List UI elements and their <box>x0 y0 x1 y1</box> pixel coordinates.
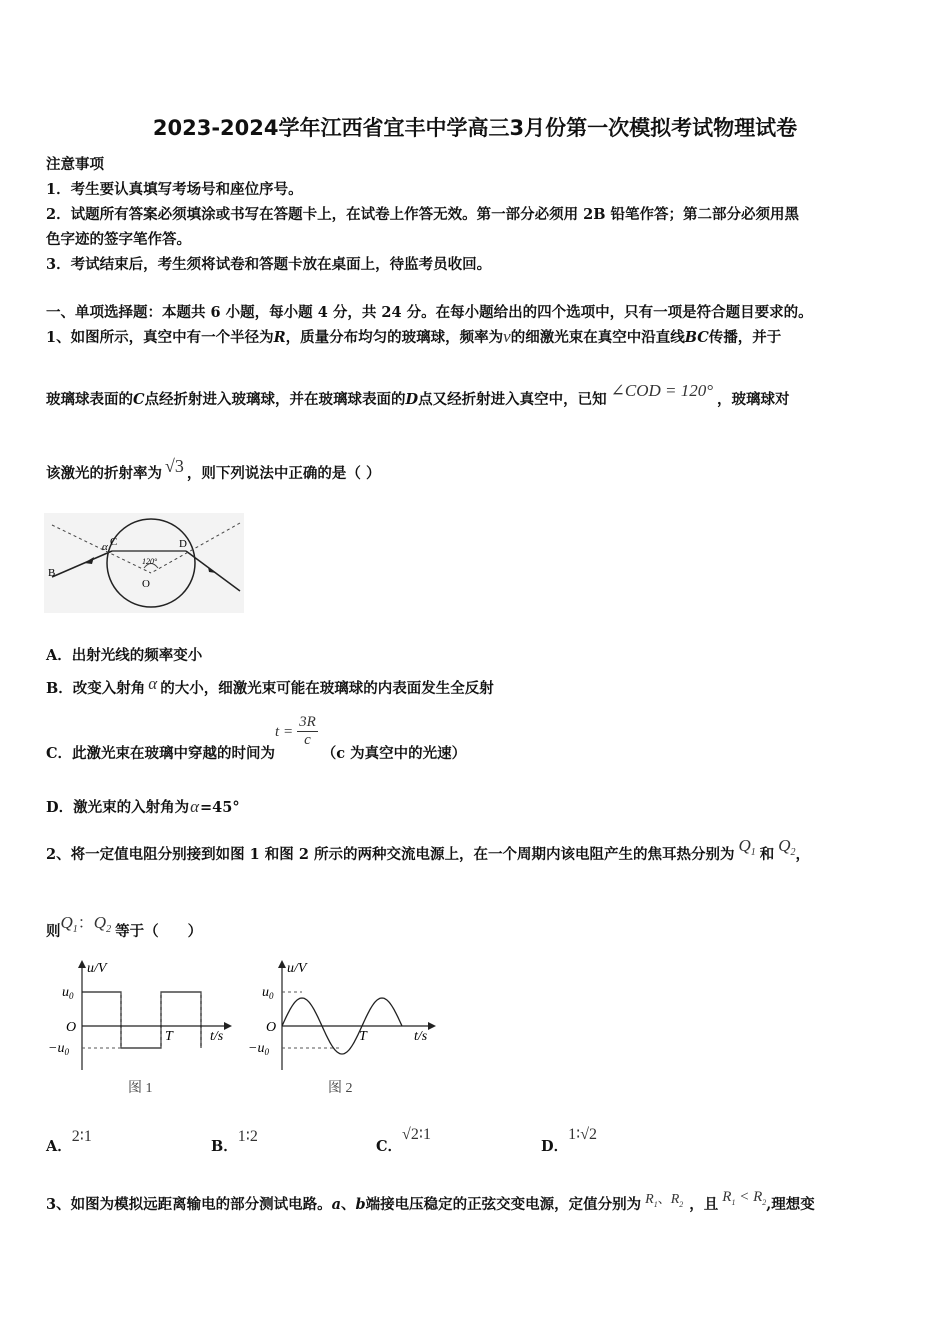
r-subscript: 1 <box>731 1198 736 1207</box>
option-value: 1∶√2 <box>568 1126 598 1143</box>
r-subscript: 1 <box>653 1200 658 1209</box>
q1-option-c-text: C．此激光束在玻璃中穿越的时间为 <box>46 744 276 762</box>
q2-ratio-q1 <box>60 913 78 935</box>
section-heading: 一、单项选择题：本题共 6 小题，每小题 4 分，共 24 分。在每小题给出的四个选项中，只有一项是符合题目要求的。 <box>46 304 813 321</box>
q2-q1 <box>738 836 756 858</box>
q3-text: 3、如图为模拟远距离输电的部分测试电路。 <box>46 1196 332 1213</box>
q1-option-b <box>46 674 494 698</box>
q1-var-C: C <box>133 391 145 408</box>
q3-var-b: b <box>355 1196 366 1213</box>
u0-label <box>62 985 74 1001</box>
q3-text: 端接电压稳定的正弦交变电源，定值分别为 <box>365 1196 642 1213</box>
q-subscript: 2 <box>790 847 796 858</box>
neg-u0-label <box>48 1041 69 1057</box>
q2-line1 <box>46 836 811 866</box>
q2-comma: ， <box>795 846 811 863</box>
fraction-numerator: 3R <box>299 714 316 730</box>
q2-text: 等于（ ） <box>115 923 203 940</box>
q2-text: 则 <box>46 923 61 940</box>
figure-caption: 图 2 <box>328 1081 353 1096</box>
r-subscript: 2 <box>762 1198 767 1207</box>
y-label: u/V <box>287 961 307 976</box>
q3-line1 <box>46 1189 815 1215</box>
q1-var-R: R <box>273 329 286 346</box>
q2-ratio-q2 <box>93 913 112 935</box>
r-symbol: R <box>722 1189 732 1205</box>
x-axis-arrow <box>428 1022 436 1030</box>
q1-angle-cod: ∠COD = 120° <box>610 381 714 400</box>
q3-r-sep: 、 <box>657 1191 671 1206</box>
r-symbol: R <box>645 1192 654 1207</box>
q1-option-d-alpha: α <box>190 797 200 816</box>
r-symbol: R <box>753 1189 763 1205</box>
neg-u0-symbol: −u <box>248 1041 265 1056</box>
q1-figure <box>44 513 244 613</box>
notes-item-2-cont: 色字迹的签字笔作答。 <box>46 231 191 248</box>
u0-subscript: 0 <box>69 991 74 1001</box>
q1-text: 玻璃球表面的 <box>46 391 133 408</box>
fraction-denominator: c <box>304 732 311 748</box>
label-alpha: α <box>102 541 108 553</box>
neg-u0-subscript: 0 <box>64 1047 69 1057</box>
q2-figure-2 <box>244 958 444 1103</box>
q2-option-d <box>541 1126 598 1155</box>
q-subscript: 1 <box>750 847 756 858</box>
q1-text: 传播，并于 <box>708 329 782 346</box>
option-label: C． <box>376 1138 403 1155</box>
q1-option-c-fraction <box>297 714 318 749</box>
figure-caption: 图 1 <box>128 1081 153 1096</box>
q3-text: ，且 <box>689 1196 719 1213</box>
q1-option-d-text: =45° <box>200 799 240 816</box>
u0-symbol: u <box>262 985 269 1000</box>
notes-item-3: 3．考试结束后，考生须将试卷和答题卡放在桌面上，待监考员收回。 <box>46 256 492 273</box>
x-axis-arrow <box>224 1022 232 1030</box>
y-label: u/V <box>87 961 107 976</box>
label-d: D <box>179 538 187 550</box>
neg-u0-label <box>248 1041 269 1057</box>
page-title: 2023-2024学年江西省宜丰中学高三3月份第一次模拟考试物理试卷 <box>152 116 798 140</box>
option-label: D． <box>541 1138 569 1155</box>
q3-inequality <box>722 1189 766 1205</box>
q1-text: 该激光的折射率为 <box>46 465 162 482</box>
origin-label: O <box>66 1020 77 1035</box>
q1-var-nu: ν <box>503 327 511 346</box>
notes-item-1: 1．考生要认真填写考场号和座位序号。 <box>46 181 303 198</box>
t-period-label: T <box>165 1029 173 1044</box>
q2-option-a <box>46 1128 92 1155</box>
label-120: 120° <box>142 557 158 566</box>
q-symbol: Q <box>60 913 73 932</box>
q1-line2 <box>46 381 790 409</box>
q2-figure-1 <box>44 958 239 1103</box>
q2-ratio-colon: ： <box>77 915 94 932</box>
q-subscript: 1 <box>72 924 78 935</box>
x-label: t/s <box>210 1029 224 1044</box>
label-o: O <box>142 578 150 590</box>
q1-line3 <box>46 456 381 483</box>
square-wave <box>82 992 201 1048</box>
q-subscript: 2 <box>106 924 112 935</box>
y-axis-arrow <box>78 960 86 968</box>
q2-option-b <box>211 1128 258 1155</box>
q2-q2 <box>778 836 796 858</box>
q1-option-b-text: 的大小，细激光束可能在玻璃球的内表面发生全反射 <box>160 680 494 697</box>
r-symbol: R <box>670 1192 680 1207</box>
option-label: B． <box>211 1138 238 1155</box>
q1-text: ，质量分布均匀的玻璃球，频率为 <box>285 329 504 346</box>
q1-text: 的细激光束在真空中沿直线 <box>510 329 685 346</box>
origin-label: O <box>266 1020 277 1035</box>
q3-var-a: a <box>331 1196 341 1213</box>
y-axis-arrow <box>278 960 286 968</box>
u0-label <box>262 985 274 1001</box>
r-subscript: 2 <box>679 1200 684 1209</box>
q1-option-c-text: （c 为真空中的光速） <box>321 744 467 762</box>
option-value: 1∶2 <box>237 1128 258 1145</box>
q1-text: 1、如图所示，真空中有一个半径为 <box>46 329 274 346</box>
q1-text: ，玻璃球对 <box>717 391 790 408</box>
q1-option-c <box>46 714 467 762</box>
q-symbol: Q <box>93 913 107 932</box>
option-value: 2∶1 <box>71 1128 92 1145</box>
option-label: A． <box>46 1138 72 1155</box>
less-than: < <box>735 1189 754 1205</box>
x-label: t/s <box>414 1029 428 1044</box>
q-symbol: Q <box>778 836 791 855</box>
q2-line2 <box>46 913 203 943</box>
neg-u0-subscript: 0 <box>264 1047 269 1057</box>
q1-option-c-t: t = <box>275 723 294 740</box>
q3-r2 <box>671 1192 684 1207</box>
q2-and: 和 <box>759 846 775 863</box>
q2-option-c <box>376 1126 431 1155</box>
q1-option-d-text: D．激光束的入射角为 <box>46 799 190 816</box>
q1-var-BC: BC <box>684 329 709 346</box>
u0-symbol: u <box>62 985 69 1000</box>
q2-text: 2、将一定值电阻分别接到如图 1 和图 2 所示的两种交流电源上，在一个周期内该电阻产生的焦耳热分别为 <box>46 846 735 863</box>
q3-r1 <box>645 1192 658 1207</box>
q1-sqrt3: √3 <box>165 456 184 476</box>
q1-text: 点又经折射进入真空中，已知 <box>418 391 607 408</box>
u0-subscript: 0 <box>269 991 274 1001</box>
q-symbol: Q <box>738 836 751 855</box>
notes-heading: 注意事项 <box>46 156 104 173</box>
neg-u0-symbol: −u <box>48 1041 65 1056</box>
q1-option-a: A．出射光线的频率变小 <box>46 647 203 664</box>
notes-item-2: 2．试题所有答案必须填涂或书写在答题卡上，在试卷上作答无效。第一部分必须用 2B 铅笔作答；第二部分必须用黑 <box>46 206 800 223</box>
q1-line1 <box>46 326 781 347</box>
label-c: C <box>110 536 118 548</box>
q1-option-b-text: B．改变入射角 <box>46 680 146 697</box>
q1-text: ，则下列说法中正确的是（ ） <box>186 465 381 482</box>
label-b: B <box>48 567 56 579</box>
q1-option-d <box>46 796 240 817</box>
q1-text: 点经折射进入玻璃球，并在玻璃球表面的 <box>144 391 406 408</box>
q1-option-b-alpha: α <box>148 674 158 693</box>
q3-sep: 、 <box>341 1196 356 1213</box>
option-value: √2∶1 <box>402 1126 431 1143</box>
q1-var-D: D <box>405 391 419 408</box>
t-period-label: T <box>359 1029 367 1044</box>
q3-text: ,理想变 <box>766 1196 815 1213</box>
